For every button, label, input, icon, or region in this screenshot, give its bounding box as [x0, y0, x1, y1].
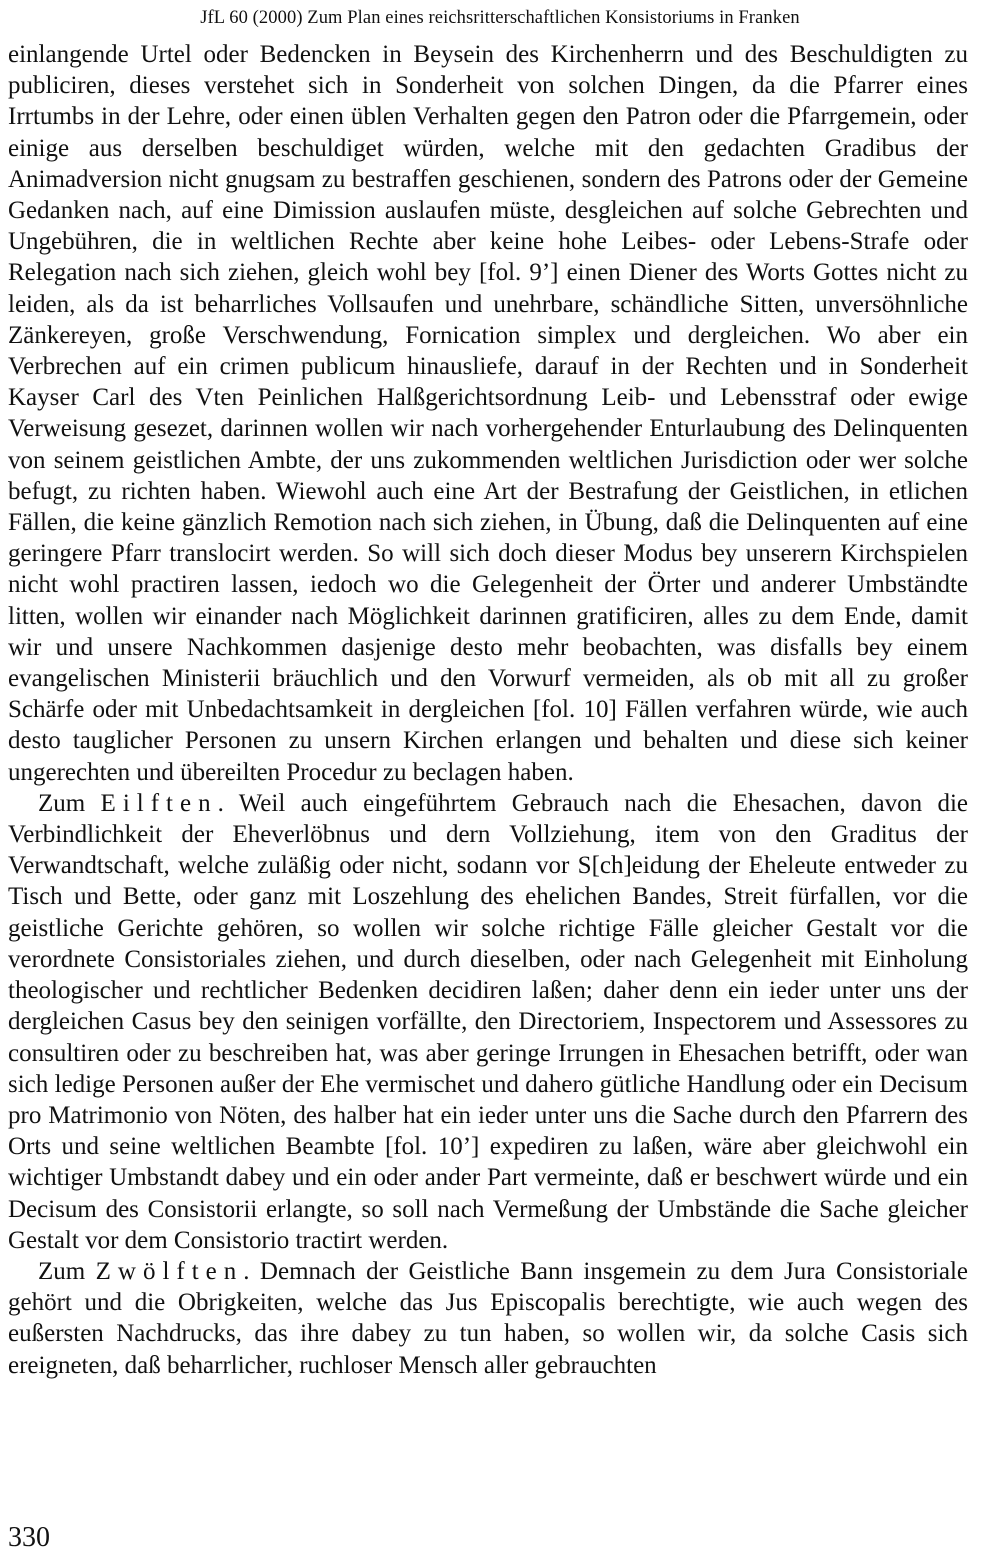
body-text	[8, 39, 968, 1381]
paragraph-2-keyword: Eilften	[100, 789, 218, 817]
paragraph-3-keyword: Zwölften	[95, 1257, 244, 1285]
paragraph-2-text: . Weil auch eingeführtem Gebrauch nach die Ehesachen, davon die Verbindlichkeit der Eheverlöbnus und dern Vollziehung, item von den Graditus der Verwandtschaft, welche zuläßig oder nicht, sodann vor S[ch]eidung der Eheleute entweder zu Tisch und Bette, oder ganz mit Loszehlung des ehelichen Bandes, Streit fürfallen, vor die geistliche Gerichte gehören, so wollen wir solche richtige Fälle gleicher Gestalt vor die verordnete Consistoriales ziehen, und durch dieselben, oder nach Gelegenheit mit Einholung theologischer und rechtlicher Bedenken decidiren laßen; daher denn ein ieder unter uns der dergleichen Casus bey den seinigen vorfällte, den Directoriem, Inspectorem und Assessores zu consultiren oder zu beschreiben hat, was aber geringe Irrungen in Ehesachen betrifft, oder wan sich ledige Personen außer der Ehe vermischet und dahero gütliche Handlung oder ein Decisum pro Matrimonio von Nöten, des halber hat ein ieder unter uns die Sache durch den Pfarrern des Orts und seine weltlichen Beambte [fol. 10’] expediren zu laßen, wäre aber gleichwohl ein wichtiger Umbstandt dabey und ein oder ander Part vermeinte, daß er beschwert würde und ein Decisum des Consistorii erlangte, so soll nach Vermeßung der Umbstände die Sache gleicher Gestalt vor dem Consistorio tractirt werden.	[8, 789, 968, 1254]
page-number: 330	[8, 1522, 50, 1553]
running-head: JfL 60 (2000) Zum Plan eines reichsritterschaftlichen Konsistoriums in Franken	[200, 8, 800, 28]
paragraph-3-lead: Zum	[38, 1257, 96, 1285]
paragraph-3	[8, 1256, 968, 1381]
paragraph-2-lead: Zum	[38, 789, 101, 817]
paragraph-1: einlangende Urtel oder Bedencken in Beysein des Kirchenherrn und des Beschuldigten zu publiciren, dieses verstehet sich in Sonderheit von solchen Dingen, da die Pfarrer eines Irrtumbs in der Lehre, oder einen üblen Verhalten gegen den Patron oder die Pfarrgemein, oder einige aus derselben beschuldiget würden, welche mit den gedachten Gradibus der Animadversion nicht gnugsam zu bestraffen geschienen, sondern des Patrons oder der Gemeine Gedanken nach, auf eine Dimission auslaufen müste, desgleichen auf solche Gebrechten und Ungebühren, die in weltlichen Rechte aber keine hohe Leibes- oder Lebens-Strafe oder Relegation nach sich ziehen, gleich wohl bey [fol. 9’] einen Diener des Worts Gottes nicht zu leiden, als da ist beharrliches Vollsaufen und unehrbare, schändliche Sitten, unversöhnliche Zänkereyen, große Verschwendung, Fornication simplex und dergleichen. Wo aber ein Verbrechen auf ein crimen publicum hinausliefe, darauf in der Rechten und in Sonderheit Kayser Carl des Vten Peinlichen Halßgerichtsordnung Leib- und Lebensstraf oder ewige Verweisung gesezet, darinnen wollen wir nach vorhergehender Enturlaubung des Delinquenten von seinem geistlichen Ambte, der uns zukommenden weltlichen Jurisdiction oder wer solche befugt, zu richten haben. Wiewohl auch eine Art der Bestrafung der Geistlichen, in etlichen Fällen, die keine gänzlich Remotion nach sich ziehen, in Übung, daß die Delinquenten auf eine geringere Pfarr translocirt werden. So will sich doch dieser Modus bey unserern Kirchspielen nicht wohl practiren lassen, iedoch wo die Gelegenheit der Örter und anderer Umbständte litten, wollen wir einander nach Möglichkeit darinnen gratificiren, alles zu dem Ende, damit wir und unsere Nachkommen dasjenige desto mehr beobachten, was disfalls bey einem evangelischen Ministerii bräuchlich und den Vorwurf vermeiden, als ob mit all zu großer Schärfe oder mit Unbedachtsamkeit in dergleichen [fol. 10] Fällen verfahren würde, wie auch desto tauglicher Personen zu unsern Kirchen erlangen und behalten und diese sich keiner ungerechten und übereilten Procedur zu beclagen haben.	[8, 41, 968, 786]
paragraph-2	[8, 788, 968, 1256]
paragraph-3-text: . Demnach der Geistliche Bann insgemein zu dem Jura Consistoriale gehört und die Obrigkeiten, welche das Jus Episcopalis berechtigte, wie auch wegen des eußersten Nachdrucks, das ihre dabey zu tun haben, so wollen wir, da solche Casis sich ereigneten, daß beharrlicher, ruchloser Mensch aller gebrauchten	[8, 1257, 968, 1379]
